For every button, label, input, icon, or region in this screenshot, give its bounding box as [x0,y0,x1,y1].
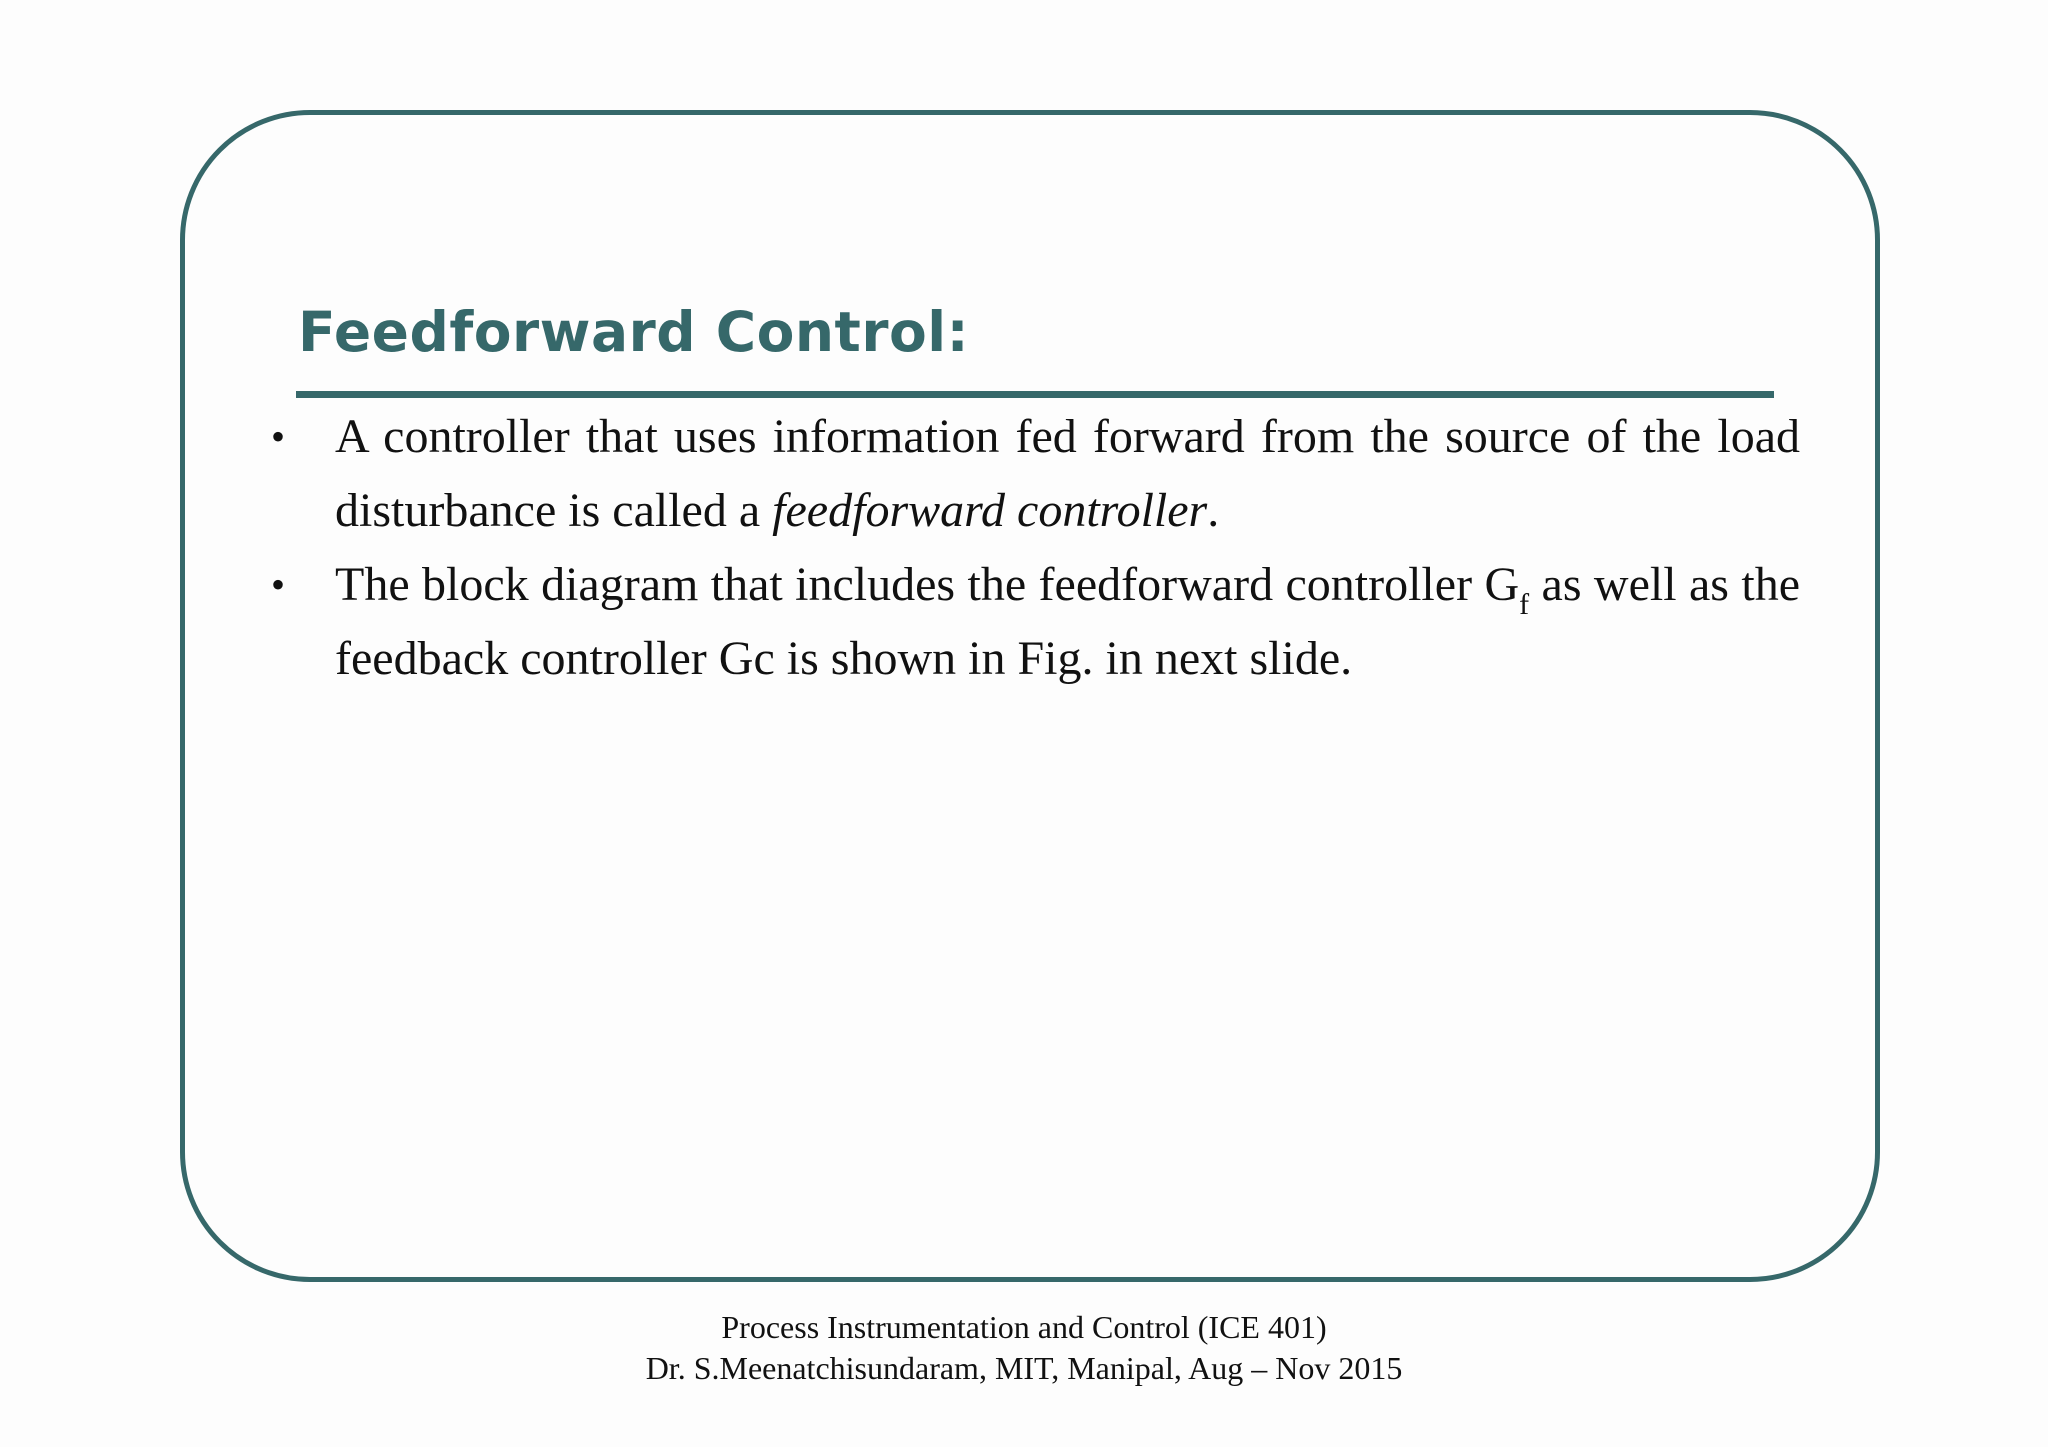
bullet-2-text-rest: as well as the feedback controller Gc is shown in Fig. in next slide. [335,558,1800,685]
footer-author: Dr. S.Meenatchisundaram, MIT, Manipal, Aug – Nov 2015 [645,1350,1403,1386]
bullet-1-period: . [1207,484,1220,537]
bullet-text-2 [335,558,1800,685]
bullet-icon: • [271,562,286,607]
bullet-text-1 [335,410,1800,537]
slide-title: Feedforward Control: [298,300,970,364]
bullet-1-italic-term: feedforward controller [772,484,1208,537]
bullet-1-text: A controller that uses information fed forward from the source of the load disturbance is called a [335,410,1800,537]
slide-footer [0,1307,2048,1389]
bullet-list [255,400,1800,696]
bullet-2-subscript: f [1519,588,1530,621]
bullet-item-2 [255,548,1800,696]
slide-frame [180,110,1880,1282]
bullet-icon: • [271,414,286,459]
title-underline [296,391,1774,398]
bullet-2-text: The block diagram that includes the feedforward controller G [335,558,1520,611]
bullet-item-1 [255,400,1800,548]
footer-course: Process Instrumentation and Control (ICE 401) [721,1309,1327,1345]
